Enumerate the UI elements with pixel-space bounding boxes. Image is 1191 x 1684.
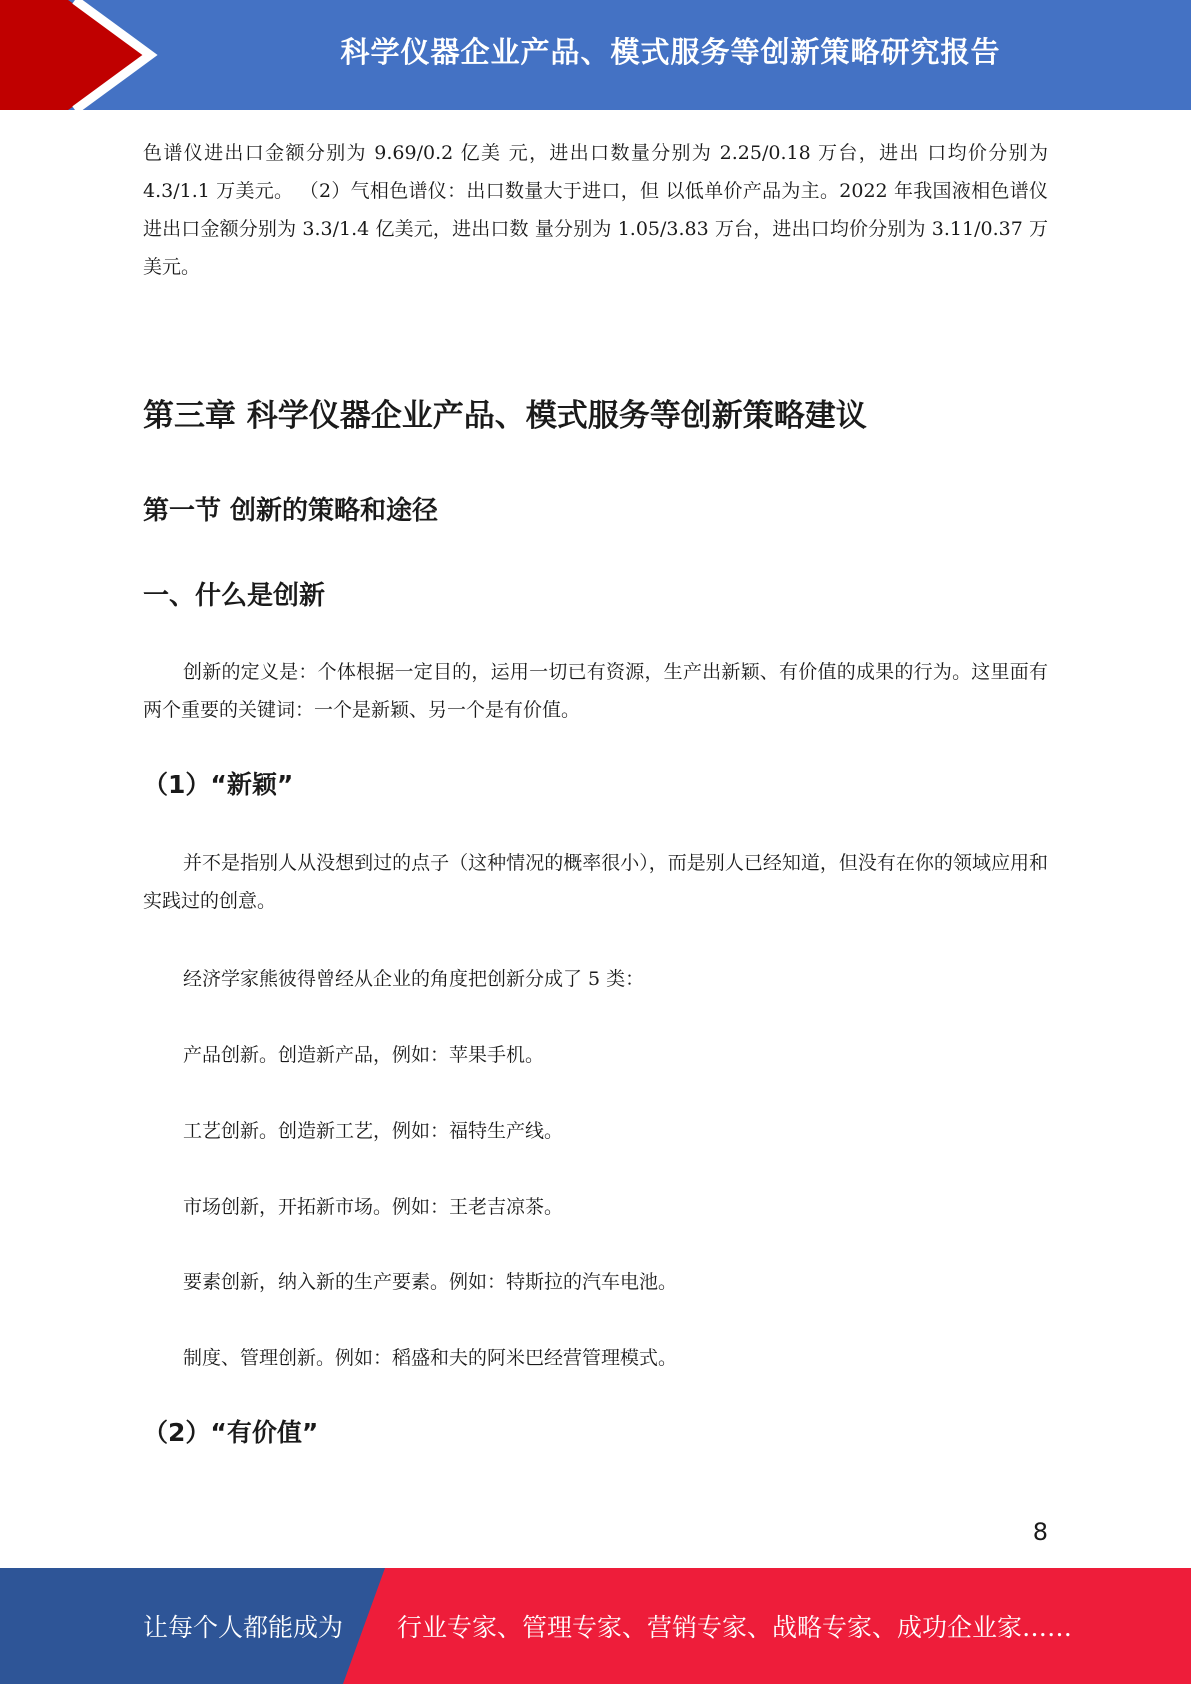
innovation-type-management: 制度、管理创新。例如：稻盛和夫的阿米巴经营管理模式。	[183, 1347, 678, 1369]
subsection-title: 一、什么是创新	[143, 581, 326, 611]
schumpeter-intro: 经济学家熊彼得曾经从企业的角度把创新分成了 5 类：	[183, 968, 645, 990]
intro-paragraph: 色谱仪进出口金额分别为 9.69/0.2 亿美 元，进出口数量分别为 2.25/0.18 万台，进出 口均价分别为 4.3/1.1 万美元。 （2）气相色谱仪：出口数量大于进口，但 以低单价产品为主。2022 年我国液相色谱仪 进出口金额分别为 3.3/1.4 亿美元，进出口数 量分别为 1.05/3.83 万台，进出口均价分别为 3.11/0.37 万美元。	[143, 142, 1048, 278]
page-header	[0, 0, 1191, 110]
page-footer	[0, 1568, 1191, 1684]
page-number: 8	[1032, 1518, 1048, 1546]
footer-slogan-left: 让每个人都能成为	[143, 1613, 344, 1642]
innovation-type-product: 产品创新。创造新产品，例如：苹果手机。	[183, 1044, 545, 1066]
section-title: 第一节 创新的策略和途径	[143, 496, 439, 526]
chapter-title: 第三章 科学仪器企业产品、模式服务等创新策略建议	[143, 398, 867, 434]
innovation-type-market: 市场创新，开拓新市场。例如：王老吉凉茶。	[183, 1196, 564, 1218]
item1-paragraph: 并不是指别人从没想到过的点子（这种情况的概率很小），而是别人已经知道，但没有在你的领域应用和实践过的创意。	[143, 852, 1048, 912]
innovation-type-factor: 要素创新，纳入新的生产要素。例如：特斯拉的汽车电池。	[183, 1271, 678, 1293]
report-title: 科学仪器企业产品、模式服务等创新策略研究报告	[340, 34, 1001, 69]
definition-paragraph: 创新的定义是：个体根据一定目的，运用一切已有资源，生产出新颖、有价值的成果的行为。这里面有两个重要的关键词：一个是新颖、另一个是有价值。	[143, 661, 1048, 721]
innovation-type-process: 工艺创新。创造新工艺，例如：福特生产线。	[183, 1120, 564, 1142]
item2-title: （2）“有价值”	[143, 1418, 319, 1447]
item1-title: （1）“新颖”	[143, 770, 294, 799]
footer-slogan-right: 行业专家、管理专家、营销专家、战略专家、成功企业家……	[397, 1613, 1073, 1642]
